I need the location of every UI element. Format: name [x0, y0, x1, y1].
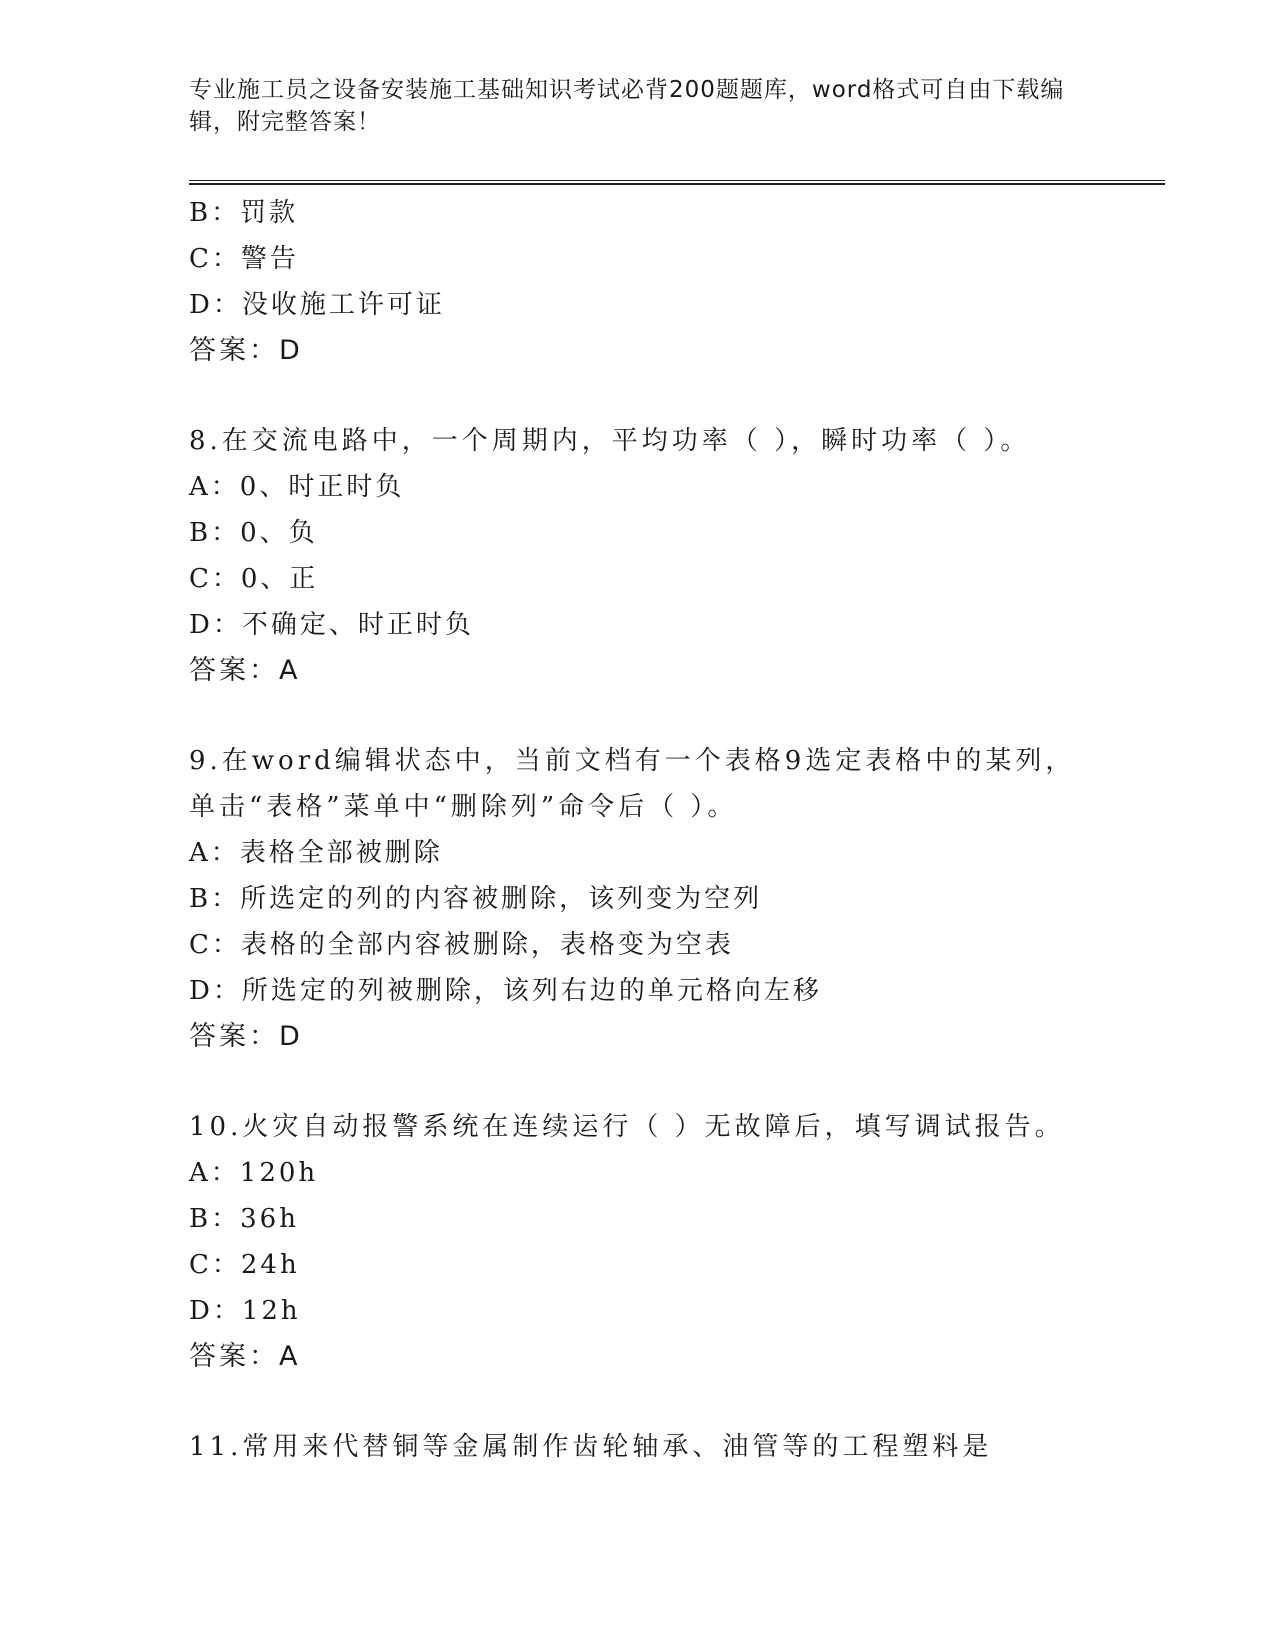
header-divider	[189, 180, 1165, 185]
question-text: 11.常用来代替铜等金属制作齿轮轴承、油管等的工程塑料是	[189, 1432, 993, 1462]
question-block	[189, 738, 1169, 1060]
block-spacer	[189, 374, 1169, 418]
answer-line: 答案：A	[189, 655, 301, 686]
option-c: C：表格的全部内容被删除，表格变为空表	[189, 930, 734, 960]
block-spacer	[189, 1060, 1169, 1104]
answer-line: 答案：D	[189, 335, 303, 366]
option-d: D：不确定、时正时负	[189, 610, 474, 640]
question-block	[189, 190, 1169, 374]
block-spacer	[189, 694, 1169, 738]
option-a: A：120h	[189, 1158, 319, 1188]
option-d: D：12h	[189, 1296, 301, 1326]
option-b: B：36h	[189, 1204, 299, 1234]
question-list	[189, 190, 1169, 1470]
option-d: D：没收施工许可证	[189, 290, 445, 320]
question-block	[189, 1424, 1169, 1470]
option-a: A：0、时正时负	[189, 472, 405, 502]
option-b: B：罚款	[189, 198, 299, 228]
option-c: C：0、正	[189, 564, 319, 594]
answer-line: 答案：D	[189, 1021, 303, 1052]
question-text: 10.火灾自动报警系统在连续运行（ ）无故障后，填写调试报告。	[189, 1112, 1065, 1142]
option-b: B：所选定的列的内容被删除，该列变为空列	[189, 884, 763, 914]
option-c: C：警告	[189, 244, 299, 274]
document-header-title: 专业施工员之设备安装施工基础知识考试必背200题题库，word格式可自由下载编辑，附完整答案！	[189, 77, 1065, 135]
answer-line: 答案：A	[189, 1341, 301, 1372]
question-block	[189, 418, 1169, 694]
option-c: C：24h	[189, 1250, 300, 1280]
question-block	[189, 1104, 1169, 1380]
block-spacer	[189, 1380, 1169, 1424]
option-b: B：0、负	[189, 518, 318, 548]
question-text: 9.在word编辑状态中，当前文档有一个表格9选定表格中的某列，单击“表格”菜单中“删除列”命令后（ ）。	[189, 746, 1076, 822]
option-a: A：表格全部被删除	[189, 838, 443, 868]
option-d: D：所选定的列被删除，该列右边的单元格向左移	[189, 976, 822, 1006]
question-text: 8.在交流电路中，一个周期内，平均功率（ ），瞬时功率（ ）。	[189, 426, 1031, 456]
